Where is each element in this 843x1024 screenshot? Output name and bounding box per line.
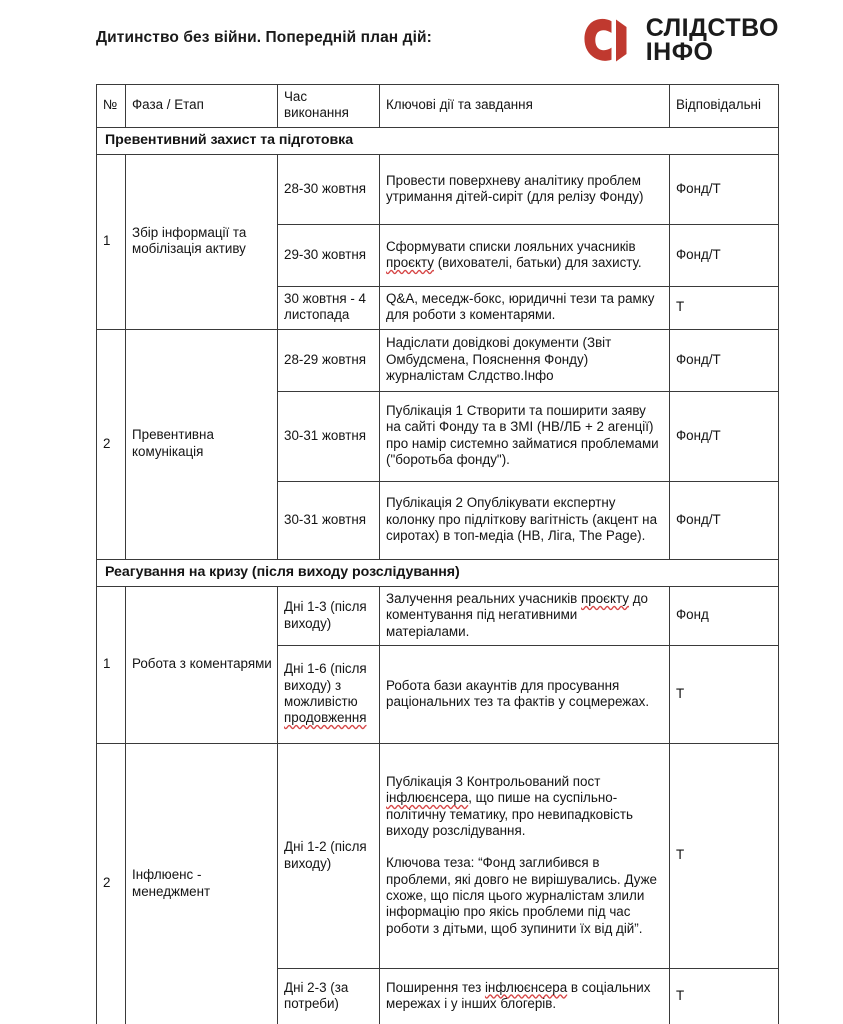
- cell-time: Дні 2-3 (за потреби): [278, 969, 380, 1024]
- cell-time: 30-31 жовтня: [278, 481, 380, 559]
- cell-responsible: Фонд: [670, 587, 779, 646]
- row-number: 2: [97, 329, 126, 559]
- cell-action: Q&A, меседж-бокс, юридичні тези та рамку для роботи з коментарями.: [380, 287, 670, 330]
- action-text-post: в соціальних мережах і у інших блогерів.: [386, 979, 651, 1012]
- cell-responsible: Фонд/Т: [670, 481, 779, 559]
- cell-action: Публікація 1 Створити та поширити заяву на сайті Фонду та в ЗМІ (НВ/ЛБ + 2 агенції) про намір системно займатися проблемами ("боротьба фонду").: [380, 391, 670, 481]
- row-phase: Робота з коментарями: [126, 587, 278, 744]
- cell-responsible: Фонд/Т: [670, 155, 779, 225]
- cell-time: Дні 1-3 (після виходу): [278, 587, 380, 646]
- misspelled-word: інфлюєнсера: [484, 979, 568, 995]
- cell-action: Надіслати довідкові документи (Звіт Омбудсмена, Пояснення Фонду) журналістам Слдство.Інфо: [380, 329, 670, 391]
- row-number: 1: [97, 587, 126, 744]
- cell-time: 29-30 жовтня: [278, 225, 380, 287]
- action-text-post: , що пише на суспільно-політичну тематику, про невипадковість виходу розслідування.: [386, 790, 633, 839]
- cell-time: Дні 1-2 (після виходу): [278, 744, 380, 969]
- logo-line-1: СЛІДСТВО: [645, 14, 779, 42]
- logo-line-2: ІНФО: [645, 37, 714, 66]
- table-row: [97, 329, 779, 391]
- cell-action: Публікація 2 Опублікувати експертну колонку про підліткову вагітність (акцент на сиротах) в топ-медіа (НВ, Ліга, The Page).: [380, 481, 670, 559]
- cell-responsible: Т: [670, 646, 779, 744]
- col-header-time: Час виконання: [278, 85, 380, 128]
- col-header-number: №: [97, 85, 126, 128]
- table-row: [97, 587, 779, 646]
- time-text-pre: Дні 1-6 (після виходу) з можливістю: [284, 661, 367, 710]
- ci-monogram-icon: [582, 18, 636, 64]
- action-text-post: до коментування під негативними матеріалами.: [386, 591, 648, 639]
- cell-action: [380, 225, 670, 287]
- action-text-post: (вихователі, батьки) для захисту.: [433, 255, 642, 270]
- cell-responsible: Фонд/Т: [670, 225, 779, 287]
- action-text-pre: Публікація 3 Контрольований пост: [386, 773, 601, 789]
- cell-responsible: Т: [670, 969, 779, 1024]
- cell-responsible: Фонд/Т: [670, 391, 779, 481]
- table-row: [97, 744, 779, 969]
- table-row: [97, 155, 779, 225]
- cell-responsible: Фонд/Т: [670, 329, 779, 391]
- cell-time: 28-29 жовтня: [278, 329, 380, 391]
- page-title: Дитинство без війни. Попередній план дій:: [96, 29, 432, 46]
- cell-action: [380, 744, 670, 969]
- section-header-row: [97, 127, 779, 154]
- section-title-preventive: Превентивний захист та підготовка: [97, 127, 779, 154]
- cell-action: Робота бази акаунтів для просування раціональних тез та фактів у соцмережах.: [380, 646, 670, 744]
- cell-action: [380, 969, 670, 1024]
- section-title-crisis: Реагування на кризу (після виходу розслідування): [97, 559, 779, 586]
- misspelled-word: продовження: [284, 710, 367, 726]
- cell-action: Провести поверхневу аналітику проблем утримання дітей-сиріт (для релізу Фонду): [380, 155, 670, 225]
- cell-time: 28-30 жовтня: [278, 155, 380, 225]
- misspelled-word: інфлюєнсера: [386, 790, 469, 806]
- row-number: 2: [97, 744, 126, 1024]
- action-text-pre: Поширення тез: [386, 979, 485, 995]
- section-header-row: [97, 559, 779, 586]
- action-text-pre: Залучення реальних учасників: [386, 591, 582, 606]
- col-header-phase: Фаза / Етап: [126, 85, 278, 128]
- action-text-pre: Сформувати списки лояльних учасників: [386, 238, 636, 254]
- row-phase: Превентивна комунікація: [126, 329, 278, 559]
- logo-wordmark: [645, 14, 779, 66]
- slidstvo-info-logo: [582, 14, 779, 66]
- cell-time: [278, 646, 380, 744]
- row-phase: Інфлюенс - менеджмент: [126, 744, 278, 1024]
- misspelled-word: проєкту: [386, 255, 434, 270]
- cell-time: 30 жовтня - 4 листопада: [278, 287, 380, 330]
- misspelled-word: проєкту: [581, 591, 629, 606]
- col-header-responsible: Відповідальні: [670, 85, 779, 128]
- cell-action: [380, 587, 670, 646]
- row-number: 1: [97, 155, 126, 330]
- action-paragraph-2: Ключова теза: “Фонд заглибився в проблеми, які довго не вирішувались. Дуже схоже, що після цього журналістам злили інформацію про якісь проблеми під час роботи з дітьми, щоб зупинити їх від дій”.: [386, 855, 657, 936]
- cell-responsible: Т: [670, 744, 779, 969]
- action-plan-table: [96, 84, 779, 1024]
- action-paragraph-1: [386, 774, 664, 839]
- cell-time: 30-31 жовтня: [278, 391, 380, 481]
- col-header-actions: Ключові дії та завдання: [380, 85, 670, 128]
- cell-responsible: Т: [670, 287, 779, 330]
- row-phase: Збір інформації та мобілізація активу: [126, 155, 278, 330]
- table-header-row: [97, 85, 779, 128]
